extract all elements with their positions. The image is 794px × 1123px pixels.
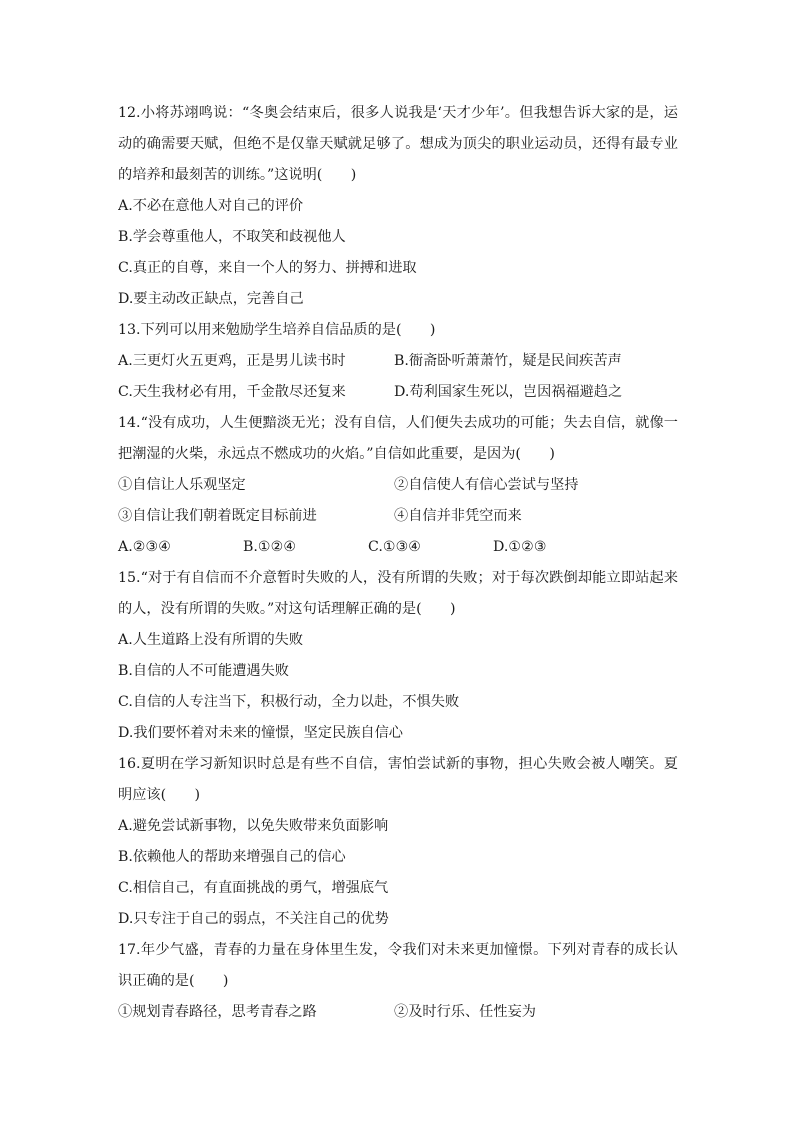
option-d: D.只专注于自己的弱点，不关注自己的优势 bbox=[118, 911, 389, 927]
option-d: D.要主动改正缺点，完善自己 bbox=[118, 291, 304, 307]
option-b: B.①②④ bbox=[243, 539, 297, 555]
question-14 bbox=[118, 408, 678, 563]
option-c: C.真正的自尊，来自一个人的努力、拼搏和进取 bbox=[118, 260, 417, 276]
option-a: A.不必在意他人对自己的评价 bbox=[118, 198, 304, 214]
option-a: A.②③④ bbox=[118, 539, 171, 555]
option-a: A.三更灯火五更鸡，正是男儿读书时 bbox=[118, 353, 346, 369]
option-a: A.避免尝试新事物，以免失败带来负面影响 bbox=[118, 818, 389, 834]
question-stem: 16.夏明在学习新知识时总是有些不自信，害怕尝试新的事物，担心失败会被人嘲笑。夏明应该( ) bbox=[118, 756, 678, 803]
question-stem: 14.“没有成功，人生便黯淡无光；没有自信，人们便失去成功的可能；失去自信，就像一把潮湿的火柴，永远点不燃成功的火焰。”自信如此重要，是因为( ) bbox=[118, 415, 678, 462]
option-row bbox=[118, 377, 678, 408]
option-d: D.①②③ bbox=[493, 539, 547, 555]
option-row bbox=[118, 346, 678, 377]
option-c: C.天生我材必有用，千金散尽还复来 bbox=[118, 384, 346, 400]
question-13 bbox=[118, 315, 678, 408]
question-12 bbox=[118, 98, 678, 315]
option-c: C.①③④ bbox=[368, 539, 422, 555]
statement-row bbox=[118, 470, 678, 501]
option-b: B.自信的人不可能遭遇失败 bbox=[118, 663, 289, 679]
question-16 bbox=[118, 749, 678, 935]
question-stem: 15.“对于有自信而不介意暂时失败的人，没有所谓的失败；对于每次跌倒却能立即站起来的人，没有所谓的失败。”对这句话理解正确的是( ) bbox=[118, 570, 678, 617]
option-b: B.学会尊重他人，不取笑和歧视他人 bbox=[118, 229, 346, 245]
statement-row bbox=[118, 501, 678, 532]
option-b: B.依赖他人的帮助来增强自己的信心 bbox=[118, 849, 346, 865]
question-stem: 13.下列可以用来勉励学生培养自信品质的是( ) bbox=[118, 322, 436, 338]
statement-row bbox=[118, 997, 678, 1028]
question-stem: 17.年少气盛，青春的力量在身体里生发，令我们对未来更加憧憬。下列对青春的成长认识正确的是( ) bbox=[118, 942, 678, 989]
statement-2: ②及时行乐、任性妄为 bbox=[394, 1004, 536, 1020]
statement-1: ①规划青春路径，思考青春之路 bbox=[118, 1004, 317, 1020]
statement-2: ②自信使人有信心尝试与坚持 bbox=[394, 477, 579, 493]
option-c: C.相信自己，有直面挑战的勇气，增强底气 bbox=[118, 880, 389, 896]
option-c: C.自信的人专注当下，积极行动，全力以赴，不惧失败 bbox=[118, 694, 460, 710]
option-b: B.衙斋卧听萧萧竹，疑是民间疾苦声 bbox=[394, 353, 622, 369]
option-d: D.我们要怀着对未来的憧憬，坚定民族自信心 bbox=[118, 725, 403, 741]
option-d: D.苟利国家生死以，岂因祸福避趋之 bbox=[394, 384, 623, 400]
statement-4: ④自信并非凭空而来 bbox=[394, 508, 522, 524]
statement-1: ①自信让人乐观坚定 bbox=[118, 477, 246, 493]
option-a: A.人生道路上没有所谓的失败 bbox=[118, 632, 304, 648]
option-row bbox=[118, 532, 678, 563]
question-15 bbox=[118, 563, 678, 749]
question-list bbox=[118, 98, 678, 1028]
question-stem: 12.小将苏翊鸣说：“冬奥会结束后，很多人说我是‘天才少年’。但我想告诉大家的是，运动的确需要天赋，但绝不是仅靠天赋就足够了。想成为顶尖的职业运动员，还得有最专业的培养和最刻苦的训练。”这说明( ) bbox=[118, 105, 678, 183]
statement-3: ③自信让我们朝着既定目标前进 bbox=[118, 508, 317, 524]
question-17 bbox=[118, 935, 678, 1028]
